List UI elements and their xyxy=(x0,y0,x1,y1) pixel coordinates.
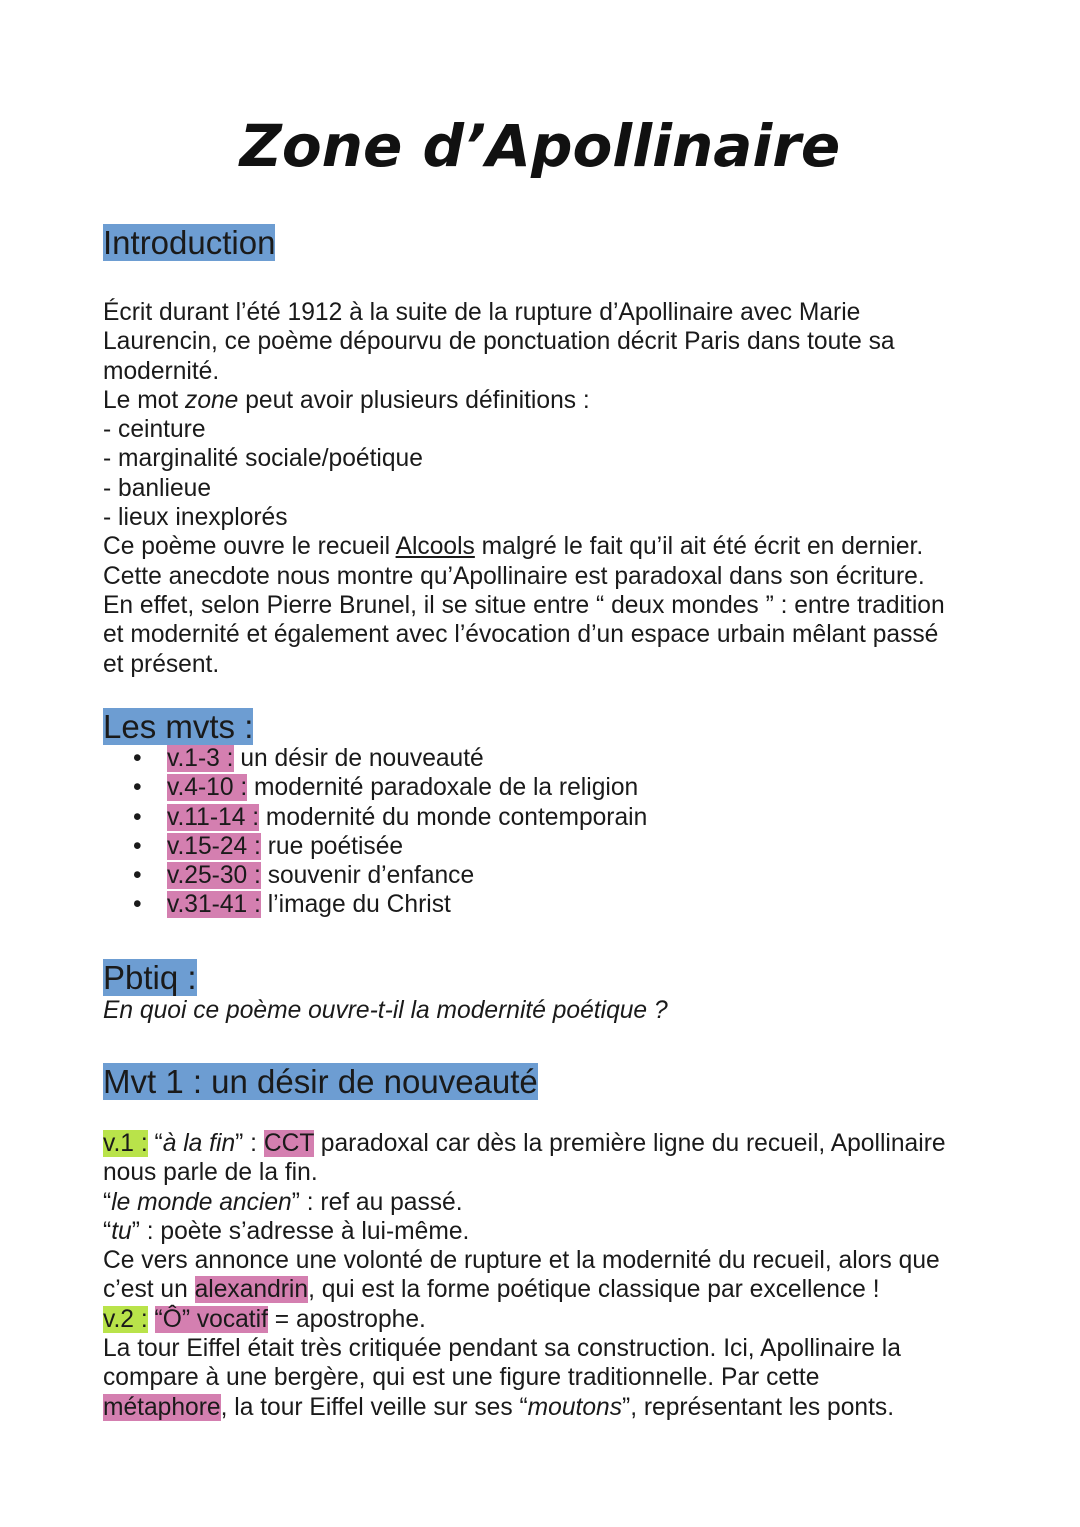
figure-highlight: alexandrin xyxy=(194,1276,309,1304)
intro-line: Écrit durant l’été 1912 à la suite de la rupture d’Apollinaire avec Marie xyxy=(103,299,861,326)
definition-item: - banlieue xyxy=(103,474,212,502)
text-line: La tour Eiffel était très critiquée pendant sa construction. Ici, Apollinaire la xyxy=(103,1335,901,1363)
mvt1-heading-wrap xyxy=(103,1062,1003,1102)
list-item xyxy=(133,773,647,802)
mvt-text: modernité paradoxale de la religion xyxy=(247,774,639,802)
monde-line xyxy=(103,1188,1013,1217)
text-span: c’est un xyxy=(103,1276,195,1304)
verse-ref: v.1-3 : xyxy=(167,745,234,772)
text-line: nous parle de la fin. xyxy=(103,1159,318,1187)
bullet-icon: • xyxy=(133,745,142,772)
text-span: , qui est la forme poétique classique par excellence ! xyxy=(308,1276,880,1304)
figure-highlight: métaphore xyxy=(103,1393,221,1421)
quote-em: tu xyxy=(111,1217,132,1245)
bullet-icon: • xyxy=(133,891,142,919)
mvt-text: souvenir d’enfance xyxy=(260,862,475,890)
list-item xyxy=(133,890,647,919)
text-span: = apostrophe. xyxy=(267,1305,426,1333)
text-span: ” : ref au passé. xyxy=(291,1188,463,1216)
mvts-heading: Les mvts : xyxy=(103,708,254,745)
mvt1-heading: Mvt 1 : un désir de nouveauté xyxy=(103,1063,538,1100)
pbtiq-question: En quoi ce poème ouvre-t-il la modernité poétique ? xyxy=(103,997,668,1024)
text-span xyxy=(148,1306,155,1333)
quote-em: le monde ancien xyxy=(111,1188,292,1216)
tu-line xyxy=(103,1217,1013,1246)
bullet-icon: • xyxy=(133,862,142,890)
mvt-text: rue poétisée xyxy=(260,832,404,860)
quote-em: à la fin xyxy=(162,1130,236,1157)
verse-ref: v.11-14 : xyxy=(167,803,260,831)
text-span: ”, représentant les ponts. xyxy=(622,1393,895,1421)
page-title: Zone d’Apollinaire xyxy=(239,112,841,180)
text-span: ” : xyxy=(235,1130,264,1157)
text-span: paradoxal car dès la première ligne du recueil, Apollinaire xyxy=(313,1130,946,1157)
text-span: “ xyxy=(103,1217,112,1245)
text-span: “ xyxy=(103,1188,112,1216)
mvt-text: l’image du Christ xyxy=(260,891,451,919)
intro-line: et présent. xyxy=(103,650,220,678)
intro-line: Laurencin, ce poème dépourvu de ponctuation décrit Paris dans toute sa xyxy=(103,328,895,356)
definition-item: - ceinture xyxy=(103,416,206,444)
text-span: peut avoir plusieurs définitions : xyxy=(238,386,590,414)
intro-line: Cette anecdote nous montre qu’Apollinaire est paradoxal dans son écriture. xyxy=(103,562,925,590)
verse-ref: v.1 : xyxy=(103,1130,148,1157)
verse-ref: v.25-30 : xyxy=(167,862,261,890)
definition-item: - lieux inexplorés xyxy=(103,504,288,532)
mvts-heading-wrap xyxy=(103,707,1003,747)
mvt-text: un désir de nouveauté xyxy=(233,745,484,772)
figure-highlight: “Ô” vocatif xyxy=(154,1305,268,1333)
list-item xyxy=(133,744,647,773)
recueil-title: Alcools xyxy=(395,533,475,561)
v2-line xyxy=(103,1305,1013,1334)
text-span: malgré le fait qu’il ait été écrit en dernier. xyxy=(474,533,924,561)
bullet-icon: • xyxy=(133,774,142,802)
pbtiq-heading-wrap xyxy=(103,958,1003,998)
list-item xyxy=(133,832,647,861)
text-span: , la tour Eiffel veille sur ses “ xyxy=(220,1393,528,1421)
verse-ref: v.2 : xyxy=(103,1305,148,1333)
text-span: ” : poète s’adresse à lui-même. xyxy=(131,1217,470,1245)
definition-item: - marginalité sociale/poétique xyxy=(103,445,423,473)
quote-em: moutons xyxy=(527,1393,622,1421)
v1-line xyxy=(103,1129,1013,1158)
mvts-list xyxy=(133,744,647,920)
alexandrin-line xyxy=(103,1275,1013,1304)
mvt1-body xyxy=(103,1129,1013,1422)
mvt-text: modernité du monde contemporain xyxy=(259,803,648,831)
intro-heading: Introduction xyxy=(103,224,276,261)
intro-heading-wrap xyxy=(103,223,1003,263)
figure-highlight: CCT xyxy=(263,1130,314,1157)
intro-line: et modernité et également avec l’évocation d’un espace urbain mêlant passé xyxy=(103,621,939,649)
metaphore-line xyxy=(103,1393,1013,1422)
verse-ref: v.31-41 : xyxy=(167,891,261,919)
text-span: Ce poème ouvre le recueil xyxy=(103,533,396,561)
text-line: compare à une bergère, qui est une figure traditionnelle. Par cette xyxy=(103,1364,820,1392)
verse-ref: v.4-10 : xyxy=(167,774,248,802)
zone-word-line xyxy=(103,386,1003,415)
text-line: Ce vers annonce une volonté de rupture et la modernité du recueil, alors que xyxy=(103,1247,940,1275)
text-span: “ xyxy=(147,1130,163,1157)
intro-line: modernité. xyxy=(103,357,220,385)
recueil-line xyxy=(103,532,1003,561)
intro-body xyxy=(103,298,1003,679)
bullet-icon: • xyxy=(133,832,142,860)
text-span: Le mot xyxy=(103,386,186,414)
bullet-icon: • xyxy=(133,803,142,831)
intro-line: En effet, selon Pierre Brunel, il se situe entre “ deux mondes ” : entre tradition xyxy=(103,591,945,619)
verse-ref: v.15-24 : xyxy=(167,832,261,860)
pbtiq-heading: Pbtiq : xyxy=(103,959,197,996)
pbtiq-question-wrap xyxy=(103,996,1003,1025)
list-item xyxy=(133,803,647,832)
list-item xyxy=(133,861,647,890)
emphasis-zone: zone xyxy=(185,386,239,414)
